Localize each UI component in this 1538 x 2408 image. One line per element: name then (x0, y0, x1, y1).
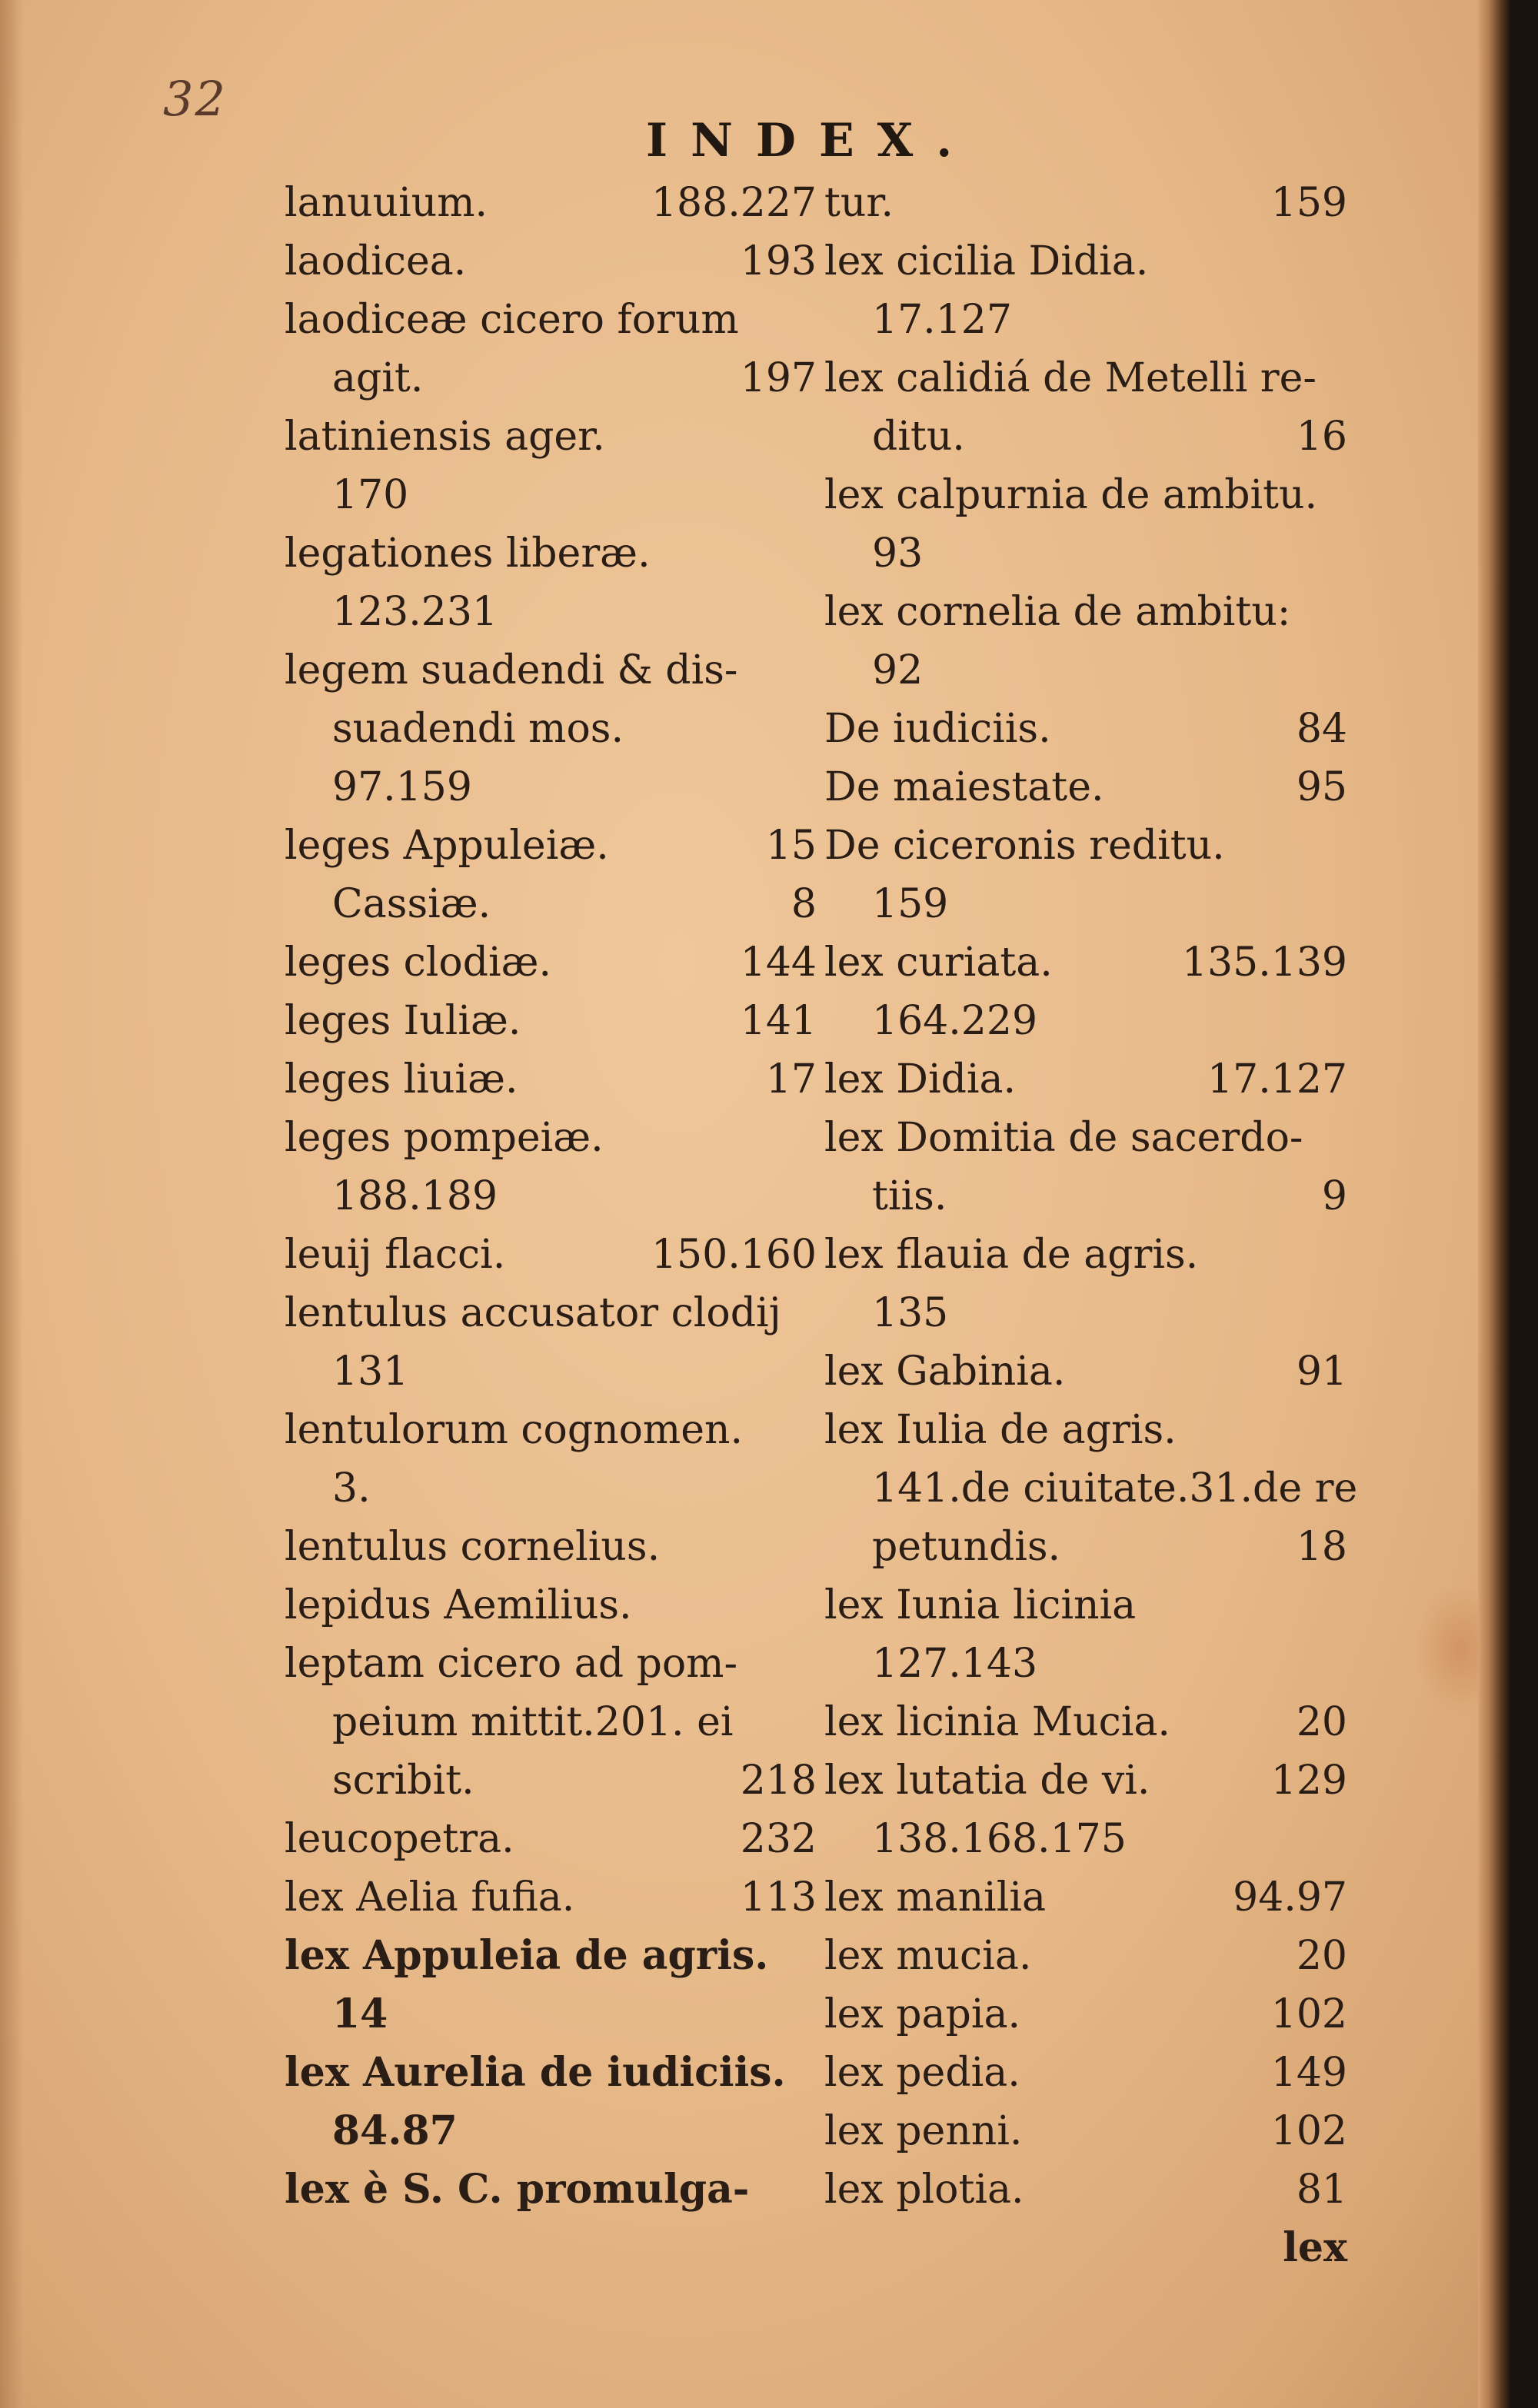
index-entry-text: laodicea. (285, 238, 467, 284)
index-entry (285, 875, 817, 933)
index-entry-text: 17.127 (872, 297, 1012, 343)
index-entry-text: laodiceæ cicero forum (285, 297, 739, 343)
index-entry (285, 407, 817, 466)
index-entry-text: leges pompeiæ. (285, 1115, 604, 1161)
index-entry-text: 84.87 (332, 2107, 458, 2154)
index-entry-text: petundis. (872, 1524, 1061, 1570)
index-entry-page: 113 (740, 1874, 817, 1921)
index-entry (824, 1518, 1347, 1576)
index-entry (285, 1693, 817, 1751)
index-entry-text: lex Aelia fufia. (285, 1874, 575, 1921)
index-entry-text: lanuuium. (285, 180, 488, 226)
index-entry (285, 466, 817, 524)
index-entry (824, 992, 1347, 1050)
index-entry-text: De maiestate. (824, 764, 1104, 810)
index-entry-text: lex curiata. (824, 940, 1053, 986)
index-entry-page: 18 (1296, 1524, 1347, 1570)
index-entry (824, 1810, 1347, 1868)
index-entry-page: 17.127 (1207, 1056, 1347, 1103)
index-entry-text: lentulorum cognomen. (285, 1407, 744, 1453)
index-entry-page: 135.139 (1181, 940, 1347, 986)
index-entry-page: 159 (1270, 180, 1347, 226)
index-entry (824, 1226, 1347, 1284)
index-entry-page: 149 (1270, 2050, 1347, 2096)
index-entry (824, 407, 1347, 466)
index-entry-text: lex penni. (824, 2108, 1023, 2154)
index-entry-text: lex pedia. (824, 2050, 1020, 2096)
index-entry-page: 95 (1296, 764, 1347, 810)
index-entry (824, 2160, 1347, 2219)
index-entry-text: leges Appuleiæ. (285, 823, 609, 869)
index-entry-page: 94.97 (1233, 1874, 1347, 1921)
index-entry (285, 349, 817, 407)
index-entry (285, 700, 817, 758)
folio-number: 32 (163, 71, 227, 127)
index-entry-text: agit. (332, 355, 424, 401)
index-entry-page: 102 (1270, 1991, 1347, 2037)
index-entry-text: De iudiciis. (824, 706, 1051, 752)
index-entry-page: 218 (740, 1758, 817, 1804)
index-entry (824, 1927, 1347, 1985)
index-entry (824, 1693, 1347, 1751)
index-entry (285, 1751, 817, 1810)
index-entry (285, 583, 817, 641)
index-entry-text: 97.159 (332, 764, 472, 810)
index-entry (824, 1109, 1347, 1167)
index-entry-text: peium mittit.201. ei (332, 1699, 734, 1745)
index-entry (824, 524, 1347, 583)
index-entry (285, 933, 817, 992)
index-entry (285, 232, 817, 291)
index-entry-page: 129 (1270, 1758, 1347, 1804)
index-entry-page: 102 (1270, 2108, 1347, 2154)
index-entry-page: 141 (740, 998, 817, 1044)
index-entry-text: legationes liberæ. (285, 530, 651, 577)
index-entry-text: 164.229 (872, 998, 1038, 1044)
index-entry (285, 992, 817, 1050)
index-entry (285, 2102, 817, 2160)
index-entry (824, 1576, 1347, 1635)
index-entry-text: suadendi mos. (332, 706, 624, 752)
index-entry-text: lex Didia. (824, 1056, 1017, 1103)
index-entry-text: 135 (872, 1290, 949, 1336)
page-edge (1478, 0, 1510, 2408)
index-entry-text: scribit. (332, 1758, 474, 1804)
index-entry (824, 1751, 1347, 1810)
index-entry-text: lex cicilia Didia. (824, 238, 1149, 284)
index-entry (824, 758, 1347, 817)
index-entry (824, 2102, 1347, 2160)
index-entry-text: 92 (872, 647, 924, 693)
index-entry (285, 1518, 817, 1576)
index-entry-text: 170 (332, 472, 409, 518)
index-entry-page: 20 (1296, 1699, 1347, 1745)
index-entry (285, 817, 817, 875)
index-entry (285, 1985, 817, 2044)
index-entry (285, 1342, 817, 1401)
index-entry (824, 1985, 1347, 2044)
index-entry (824, 1635, 1347, 1693)
index-entry-page: 17 (765, 1056, 817, 1103)
index-entry-text: ditu. (872, 414, 965, 460)
index-entry (285, 1868, 817, 1927)
index-entry (285, 1927, 817, 1985)
index-entry-page: 8 (791, 881, 817, 927)
index-entry-text: 138.168.175 (872, 1816, 1127, 1862)
index-entry-text: Cassiæ. (332, 881, 491, 927)
index-entry-text: lex Appuleia de agris. (285, 1932, 769, 1979)
index-entry-text: lex Iunia licinia (824, 1582, 1137, 1628)
index-entry (824, 700, 1347, 758)
index-entry-text: lex papia. (824, 1991, 1020, 2037)
index-entry (285, 1459, 817, 1518)
index-column-left (285, 174, 817, 2219)
index-entry-text: De ciceronis reditu. (824, 823, 1225, 869)
index-entry (285, 1576, 817, 1635)
index-entry-text: lentulus accusator clodij (285, 1290, 781, 1336)
index-entry (824, 1284, 1347, 1342)
index-entry-text: 123.231 (332, 589, 498, 635)
index-entry (824, 2219, 1347, 2277)
index-entry-page: 16 (1296, 414, 1347, 460)
index-entry-text: lex è S. C. promulga- (285, 2166, 750, 2213)
index-entry-text: 188.189 (332, 1173, 498, 1219)
index-entry (824, 349, 1347, 407)
index-entry-text: lex Gabinia. (824, 1349, 1066, 1395)
index-entry-text: 127.143 (872, 1641, 1038, 1687)
index-entry (824, 174, 1347, 232)
index-entry (824, 2044, 1347, 2102)
index-entry-page: 197 (740, 355, 817, 401)
index-entry (285, 1635, 817, 1693)
index-entry-text: lex calpurnia de ambitu. (824, 472, 1318, 518)
index-entry-text: lex mucia. (824, 1933, 1032, 1979)
index-entry (824, 583, 1347, 641)
index-entry (285, 758, 817, 817)
index-entry-text: lex lutatia de vi. (824, 1758, 1150, 1804)
index-entry-text: lex Aurelia de iudiciis. (285, 2049, 786, 2096)
spine-shadow (0, 0, 23, 2408)
index-entry-text: lex plotia. (824, 2167, 1024, 2213)
index-entry (285, 1167, 817, 1226)
index-entry (285, 524, 817, 583)
index-entry (285, 2044, 817, 2102)
index-entry-text: leucopetra. (285, 1816, 514, 1862)
index-entry (285, 1284, 817, 1342)
index-entry-text: lex licinia Mucia. (824, 1699, 1170, 1745)
index-entry-text: lentulus cornelius. (285, 1524, 661, 1570)
index-entry-page: lex (1283, 2224, 1347, 2271)
index-entry-text: 141.de ciuitate.31.de re (872, 1465, 1358, 1512)
index-entry (824, 817, 1347, 875)
index-entry (824, 291, 1347, 349)
index-entry-text: legem suadendi & dis- (285, 647, 738, 693)
index-entry-text: leges liuiæ. (285, 1056, 518, 1103)
index-entry-text: tur. (824, 180, 894, 226)
index-entry-text: leuij flacci. (285, 1232, 506, 1278)
index-entry-text: lex manilia (824, 1874, 1046, 1921)
index-entry (824, 875, 1347, 933)
index-entry (285, 1226, 817, 1284)
index-entry-text: lex flauia de agris. (824, 1232, 1199, 1278)
index-entry-page: 150.160 (651, 1232, 817, 1278)
index-entry-page: 9 (1321, 1173, 1347, 1219)
index-entry (285, 174, 817, 232)
index-entry-text: lex cornelia de ambitu: (824, 589, 1291, 635)
index-entry-text: 131 (332, 1349, 409, 1395)
index-entry-text: latiniensis ager. (285, 414, 605, 460)
index-entry (824, 466, 1347, 524)
index-entry (824, 1342, 1347, 1401)
index-entry-text: 3. (332, 1465, 371, 1512)
index-entry-page: 84 (1296, 706, 1347, 752)
index-entry (285, 641, 817, 700)
index-entry (285, 1050, 817, 1109)
index-entry-page: 144 (740, 940, 817, 986)
index-entry-page: 81 (1296, 2167, 1347, 2213)
index-column-right (824, 174, 1358, 2277)
index-entry-text: 14 (332, 1991, 388, 2037)
index-entry-page: 193 (740, 238, 817, 284)
index-entry-page: 232 (740, 1816, 817, 1862)
index-entry-text: lex Iulia de agris. (824, 1407, 1177, 1453)
index-entry (824, 1868, 1347, 1927)
index-entry (824, 933, 1347, 992)
index-entry (824, 1459, 1358, 1518)
index-entry-text: 159 (872, 881, 949, 927)
page-header: INDEX. (646, 114, 976, 168)
index-entry (285, 1810, 817, 1868)
index-entry-text: tiis. (872, 1173, 947, 1219)
index-entry (285, 1109, 817, 1167)
index-entry-text: lepidus Aemilius. (285, 1582, 632, 1628)
index-entry (824, 1401, 1347, 1459)
index-entry-text: leges Iuliæ. (285, 998, 521, 1044)
index-entry (824, 1050, 1347, 1109)
index-entry-page: 15 (765, 823, 817, 869)
index-entry (824, 641, 1347, 700)
index-entry (824, 1167, 1347, 1226)
index-entry (285, 1401, 817, 1459)
index-entry-text: leptam cicero ad pom- (285, 1641, 738, 1687)
index-entry-page: 91 (1296, 1349, 1347, 1395)
index-entry (285, 2160, 817, 2219)
index-entry (824, 232, 1347, 291)
index-entry-page: 188.227 (651, 180, 817, 226)
index-entry-text: 93 (872, 530, 924, 577)
index-entry-text: lex Domitia de sacerdo- (824, 1115, 1303, 1161)
index-entry-page: 20 (1296, 1933, 1347, 1979)
index-entry-text: lex calidiá de Metelli re- (824, 355, 1317, 401)
index-entry (285, 291, 817, 349)
index-entry-text: leges clodiæ. (285, 940, 552, 986)
